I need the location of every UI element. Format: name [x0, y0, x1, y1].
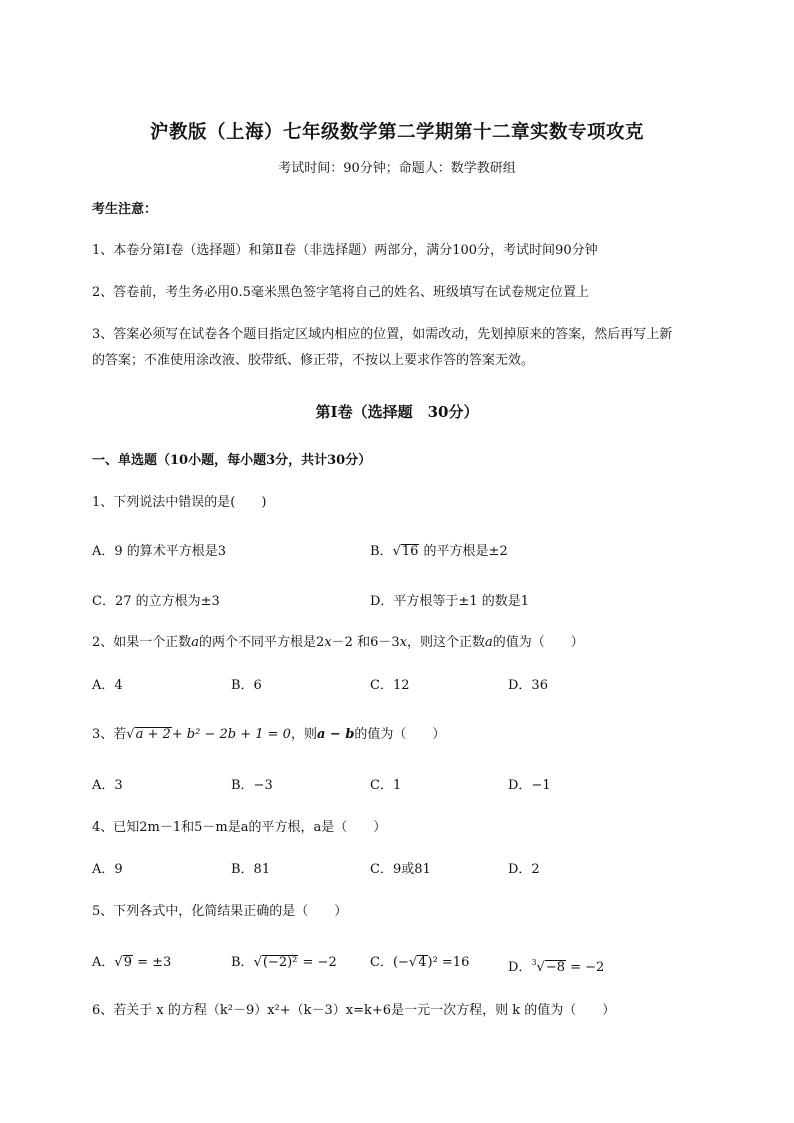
- question-1-option-c: C．27 的立方根为±3: [92, 594, 220, 609]
- radical-sign: √: [392, 544, 401, 559]
- notice-item-2: 2、答卷前，考生务必用0.5毫米黑色签字笔将自己的姓名、班级填写在试卷规定位置上: [92, 285, 589, 300]
- variable-a: a: [484, 635, 493, 650]
- question-3-option-b: B．−3: [231, 778, 273, 793]
- radicand: 4: [418, 955, 427, 970]
- radicand: (−2)²: [262, 955, 298, 970]
- stem-part: 3、若: [92, 727, 127, 742]
- cube-root-index: 3: [531, 958, 537, 967]
- radical-sign: √: [536, 960, 545, 975]
- question-3-option-a: A．3: [92, 778, 123, 793]
- radical-sign: √: [408, 955, 418, 970]
- radical-sign: √: [126, 727, 135, 742]
- result: )² =16: [427, 955, 470, 970]
- stem-part: 2、如果一个正数: [92, 635, 192, 650]
- question-3-option-d: D．−1: [508, 778, 551, 793]
- radicand: −8: [545, 960, 565, 975]
- question-3-stem: [92, 726, 445, 744]
- radical-sign: √: [114, 955, 123, 970]
- notice-heading: 考生注意：: [92, 202, 158, 217]
- stem-part: －2 和6－3: [331, 635, 400, 650]
- option-b-label: B．: [370, 544, 393, 559]
- target-expression: a − b: [316, 727, 355, 742]
- question-2-option-d: D．36: [508, 678, 548, 693]
- radicand: 9: [123, 955, 132, 970]
- question-4-option-a: A．9: [92, 862, 123, 877]
- variable-x: x: [399, 635, 407, 650]
- radicand: a + 2: [135, 727, 171, 742]
- exam-info: 考试时间：90分钟；命题人：数学教研组: [278, 161, 516, 176]
- notice-item-1: 1、本卷分第I卷（选择题）和第Ⅱ卷（非选择题）两部分，满分100分，考试时间90分钟: [92, 243, 598, 258]
- question-5-stem: 5、下列各式中，化简结果正确的是（ ）: [92, 904, 348, 919]
- question-5-option-b: [231, 954, 337, 972]
- notice-item-3-cont: 的答案；不准使用涂改液、胶带纸、修正带，不按以上要求作答的答案无效。: [92, 353, 535, 368]
- option-label: D．: [508, 960, 532, 975]
- result: = −2: [570, 960, 605, 975]
- question-4-option-d: D．2: [508, 862, 540, 877]
- question-5-option-d: [508, 954, 604, 977]
- expression: + b² − 2b + 1 = 0: [171, 727, 291, 742]
- variable-a: a: [191, 635, 200, 650]
- radicand: 16: [401, 544, 419, 559]
- result: = −2: [302, 955, 337, 970]
- option-label: C．(−: [370, 955, 409, 970]
- question-2-stem: [92, 634, 584, 652]
- question-1-option-d: D．平方根等于±1 的数是1: [370, 594, 529, 609]
- stem-part: 的两个不同平方根是2: [199, 635, 325, 650]
- question-3-option-c: C．1: [370, 778, 402, 793]
- question-4-option-b: B．81: [231, 862, 271, 877]
- stem-part: 的值为（ ）: [354, 727, 446, 742]
- option-b-text: 的平方根是±2: [423, 544, 508, 559]
- question-1-stem: 1、下列说法中错误的是( ): [92, 495, 267, 510]
- notice-item-3: 3、答案必须写在试卷各个题目指定区域内相应的位置，如需改动，先划掉原来的答案，然后再写上新: [92, 327, 673, 342]
- stem-part: ，则这个正数: [406, 635, 485, 650]
- question-4-stem: 4、已知2m－1和5－m是a的平方根，a是（ ）: [92, 820, 387, 835]
- radical-sign: √: [253, 955, 262, 970]
- question-2-option-c: C．12: [370, 678, 410, 693]
- option-label: A．: [92, 955, 115, 970]
- question-1-option-b: [370, 543, 508, 561]
- question-2-option-b: B．6: [231, 678, 262, 693]
- stem-part: 的值为（ ）: [492, 635, 584, 650]
- stem-part: ，则: [290, 727, 317, 742]
- option-label: B．: [231, 955, 254, 970]
- question-4-option-c: C．9或81: [370, 862, 431, 877]
- question-2-option-a: A．4: [92, 678, 123, 693]
- question-1-option-a: A．9 的算术平方根是3: [92, 544, 227, 559]
- part-heading: 一、单选题（10小题，每小题3分，共计30分）: [92, 453, 372, 468]
- question-6-stem: 6、若关于 x 的方程（k²－9）x²+（k－3）x=k+6是一元一次方程，则 k 的值为（ ）: [92, 1003, 616, 1018]
- variable-x: x: [324, 635, 332, 650]
- question-5-option-c: [370, 954, 469, 972]
- result: = ±3: [137, 955, 172, 970]
- section-title: 第I卷（选择题 30分）: [315, 403, 479, 421]
- page-title: 沪教版（上海）七年级数学第二学期第十二章实数专项攻克: [149, 122, 644, 143]
- question-5-option-a: [92, 954, 171, 972]
